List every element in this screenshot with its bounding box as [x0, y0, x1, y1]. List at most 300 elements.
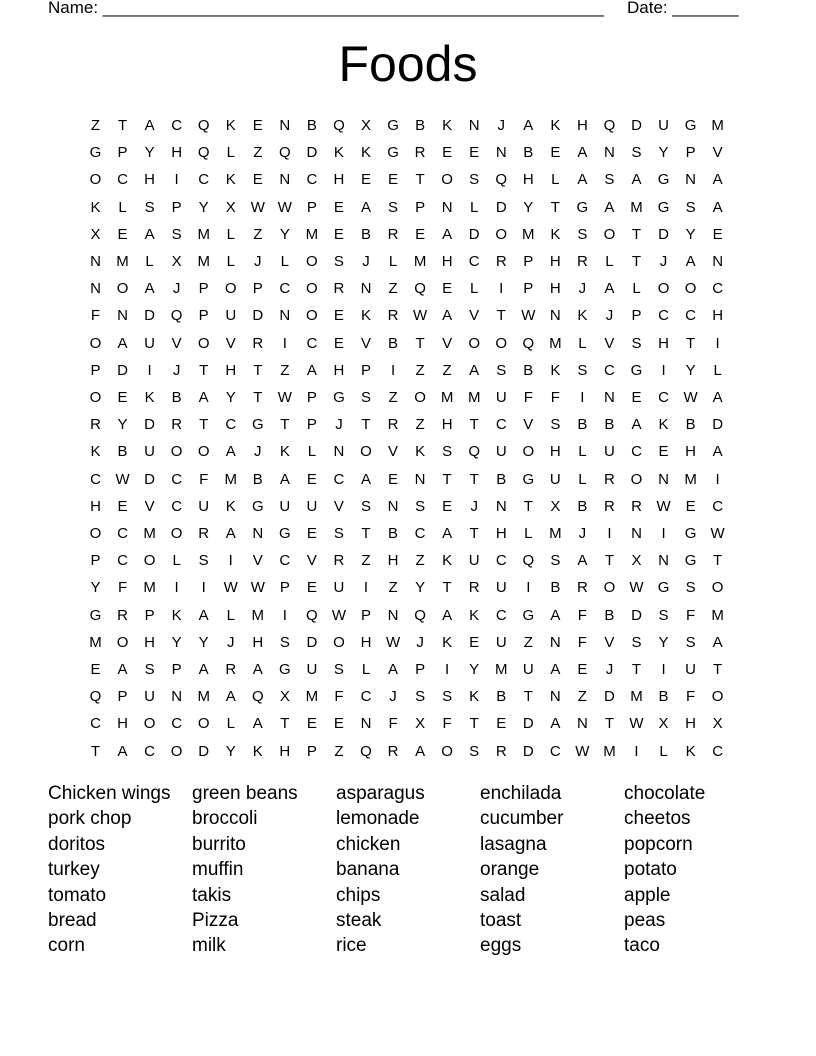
- grid-letter: N: [387, 497, 399, 515]
- grid-letter: S: [577, 361, 588, 379]
- grid-letter: Z: [334, 742, 344, 760]
- grid-letter: H: [144, 633, 156, 651]
- grid-letter: D: [522, 742, 534, 760]
- grid-letter: O: [306, 253, 318, 270]
- grid-letter: M: [630, 198, 643, 216]
- grid-letter: A: [360, 198, 371, 216]
- grid-letter: Y: [198, 633, 209, 651]
- grid-letter: S: [144, 661, 155, 678]
- grid-letter: F: [388, 715, 398, 733]
- grid-letter: B: [577, 497, 588, 515]
- grid-letter: O: [143, 715, 156, 733]
- grid-letter: F: [334, 688, 344, 706]
- grid-letter: M: [684, 470, 697, 488]
- grid-letter: Q: [468, 443, 481, 461]
- grid-letter: Y: [225, 389, 236, 406]
- grid-letter: U: [279, 497, 291, 515]
- grid-letter: A: [306, 361, 317, 379]
- grid-letter: A: [198, 606, 209, 624]
- grid-letter: C: [495, 552, 507, 570]
- grid-letter: S: [550, 552, 561, 570]
- grid-letter: W: [629, 579, 644, 597]
- grid-letter: A: [469, 361, 480, 379]
- grid-letter: N: [252, 525, 264, 542]
- grid-letter: V: [523, 416, 534, 434]
- grid-letter: L: [605, 253, 614, 270]
- grid-letter: A: [225, 525, 236, 542]
- grid-letter: T: [280, 416, 290, 434]
- grid-letter: K: [225, 497, 236, 515]
- grid-letter: Z: [90, 117, 101, 134]
- grid-letter: L: [226, 606, 235, 624]
- grid-letter: S: [333, 661, 344, 678]
- grid-letter: V: [469, 307, 480, 325]
- grid-letter: L: [551, 171, 560, 189]
- grid-letter: K: [90, 443, 101, 461]
- grid-letter: C: [198, 171, 210, 189]
- grid-letter: Z: [388, 280, 398, 298]
- grid-letter: A: [577, 144, 588, 162]
- grid-letter: G: [251, 497, 264, 515]
- grid-letter: A: [225, 443, 236, 461]
- grid-letter: A: [604, 280, 615, 298]
- grid-letter: O: [657, 280, 670, 298]
- grid-letter: B: [415, 117, 426, 134]
- grid-letter: M: [603, 742, 616, 760]
- grid-letter: T: [469, 715, 479, 733]
- word-bank-item: lemonade: [336, 808, 420, 830]
- grid-letter: C: [495, 416, 507, 434]
- grid-letter: R: [576, 579, 588, 597]
- grid-letter: C: [171, 470, 183, 488]
- grid-letter: M: [495, 661, 508, 678]
- grid-letter: T: [361, 525, 371, 542]
- grid-letter: B: [388, 525, 399, 542]
- grid-letter: M: [711, 117, 724, 134]
- grid-letter: I: [661, 661, 666, 678]
- grid-letter: M: [413, 253, 427, 270]
- grid-letter: N: [279, 307, 291, 325]
- word-bank-item: orange: [480, 859, 540, 881]
- grid-letter: G: [522, 470, 535, 488]
- grid-letter: S: [415, 688, 426, 706]
- grid-letter: A: [577, 171, 588, 189]
- grid-letter: W: [385, 633, 401, 651]
- grid-letter: V: [604, 633, 615, 651]
- grid-letter: J: [254, 253, 262, 270]
- grid-letter: H: [441, 416, 453, 434]
- grid-letter: M: [305, 688, 319, 706]
- grid-letter: Z: [253, 144, 263, 162]
- grid-letter: L: [578, 443, 587, 461]
- grid-letter: R: [117, 606, 128, 624]
- grid-letter: P: [171, 198, 182, 216]
- grid-letter: A: [712, 633, 723, 651]
- grid-letter: H: [549, 280, 561, 298]
- grid-letter: E: [117, 389, 128, 406]
- grid-letter: D: [468, 225, 480, 243]
- grid-letter: M: [197, 225, 210, 243]
- grid-letter: S: [171, 225, 182, 243]
- word-bank-item: muffin: [192, 859, 244, 881]
- grid-letter: T: [523, 497, 533, 515]
- grid-letter: O: [170, 443, 183, 461]
- grid-letter: P: [360, 361, 371, 379]
- grid-letter: H: [333, 361, 345, 379]
- grid-letter: H: [495, 525, 507, 542]
- grid-letter: P: [685, 144, 696, 162]
- grid-letter: O: [170, 525, 183, 542]
- grid-letter: A: [252, 661, 263, 678]
- grid-letter: W: [413, 307, 428, 325]
- grid-letter: A: [442, 225, 453, 243]
- grid-letter: G: [576, 198, 589, 216]
- grid-letter: E: [496, 715, 507, 733]
- grid-letter: O: [414, 389, 426, 406]
- grid-letter: M: [224, 470, 237, 488]
- grid-letter: W: [521, 307, 536, 325]
- grid-letter: G: [657, 171, 670, 189]
- grid-letter: Z: [388, 579, 398, 597]
- grid-letter: L: [226, 225, 235, 243]
- grid-letter: C: [117, 552, 128, 570]
- grid-letter: Y: [685, 361, 696, 379]
- grid-letter: E: [333, 225, 344, 243]
- word-bank-item: eggs: [480, 935, 522, 957]
- grid-letter: G: [387, 144, 399, 162]
- grid-letter: R: [387, 742, 399, 760]
- grid-letter: K: [469, 688, 480, 706]
- grid-letter: L: [524, 525, 533, 542]
- word-bank-column: [48, 781, 171, 959]
- grid-letter: P: [415, 661, 426, 678]
- grid-letter: N: [658, 470, 669, 488]
- grid-letter: J: [254, 443, 262, 461]
- grid-letter: O: [522, 443, 535, 461]
- grid-letter: A: [712, 389, 723, 406]
- grid-letter: I: [228, 552, 233, 570]
- grid-letter: K: [144, 389, 155, 406]
- grid-letter: Q: [360, 742, 372, 760]
- grid-letter: K: [252, 742, 263, 760]
- grid-letter: M: [630, 688, 643, 706]
- grid-letter: A: [279, 470, 290, 488]
- grid-letter: E: [333, 334, 344, 352]
- grid-letter: G: [251, 416, 264, 434]
- grid-letter: W: [331, 606, 347, 624]
- grid-letter: S: [685, 198, 696, 216]
- grid-letter: Q: [522, 334, 535, 352]
- grid-letter: P: [306, 416, 317, 434]
- grid-letter: W: [575, 742, 590, 760]
- grid-letter: A: [550, 606, 561, 624]
- grid-letter: E: [306, 470, 317, 488]
- grid-letter: X: [360, 117, 371, 134]
- grid-letter: T: [415, 334, 425, 352]
- grid-letter: B: [685, 416, 696, 434]
- grid-letter: T: [90, 742, 101, 760]
- grid-letter: P: [90, 552, 101, 570]
- grid-letter: Q: [306, 606, 318, 624]
- grid-letter: K: [279, 443, 290, 461]
- grid-letter: E: [577, 661, 588, 678]
- grid-letter: C: [712, 497, 724, 515]
- grid-letter: B: [604, 606, 615, 624]
- grid-letter: R: [387, 225, 399, 243]
- grid-letter: I: [607, 525, 612, 542]
- grid-letter: J: [335, 416, 343, 434]
- grid-letter: T: [361, 416, 371, 434]
- grid-letter: X: [171, 253, 182, 270]
- grid-letter: W: [115, 470, 130, 488]
- grid-letter: N: [549, 307, 561, 325]
- grid-letter: L: [226, 715, 235, 733]
- grid-letter: G: [333, 389, 345, 406]
- grid-letter: Z: [361, 552, 371, 570]
- grid-letter: R: [225, 661, 237, 678]
- grid-letter: E: [550, 144, 561, 162]
- grid-letter: B: [523, 361, 534, 379]
- grid-letter: N: [604, 144, 615, 162]
- grid-letter: I: [174, 171, 179, 189]
- grid-letter: K: [442, 633, 453, 651]
- grid-letter: B: [523, 144, 534, 162]
- grid-letter: T: [199, 361, 209, 379]
- grid-letter: A: [577, 552, 588, 570]
- grid-letter: O: [603, 225, 616, 243]
- grid-letter: L: [632, 280, 641, 298]
- grid-letter: L: [307, 443, 317, 461]
- grid-letter: S: [333, 253, 344, 270]
- grid-letter: Y: [225, 742, 236, 760]
- grid-letter: S: [658, 606, 669, 624]
- grid-letter: M: [522, 225, 535, 243]
- grid-letter: Z: [523, 633, 533, 651]
- grid-letter: U: [144, 443, 156, 461]
- grid-letter: L: [578, 334, 587, 352]
- grid-letter: E: [90, 661, 101, 678]
- grid-letter: K: [442, 552, 453, 570]
- grid-letter: E: [306, 525, 317, 542]
- grid-letter: P: [631, 307, 642, 325]
- grid-letter: W: [683, 389, 698, 406]
- grid-letter: Q: [603, 117, 616, 134]
- grid-letter: B: [604, 416, 615, 434]
- grid-letter: C: [117, 525, 128, 542]
- grid-letter: W: [629, 715, 644, 733]
- grid-letter: C: [279, 280, 291, 298]
- grid-letter: M: [549, 525, 562, 542]
- grid-letter: B: [171, 389, 182, 406]
- grid-letter: O: [89, 525, 102, 542]
- grid-letter: T: [550, 198, 560, 216]
- grid-letter: R: [387, 416, 399, 434]
- grid-letter: H: [549, 443, 561, 461]
- grid-letter: D: [631, 606, 642, 624]
- grid-letter: C: [414, 525, 426, 542]
- grid-letter: Y: [198, 198, 209, 216]
- grid-letter: T: [686, 334, 696, 352]
- word-bank-item: popcorn: [624, 833, 693, 855]
- grid-letter: H: [225, 361, 237, 379]
- grid-letter: O: [197, 443, 210, 461]
- grid-letter: R: [495, 253, 507, 270]
- grid-letter: A: [631, 171, 642, 189]
- grid-letter: P: [360, 606, 371, 624]
- grid-letter: B: [496, 470, 507, 488]
- grid-letter: W: [710, 525, 725, 542]
- grid-letter: T: [442, 579, 452, 597]
- grid-letter: I: [661, 525, 666, 542]
- grid-letter: Q: [522, 552, 535, 570]
- grid-letter: R: [576, 253, 588, 270]
- grid-letter: C: [279, 552, 291, 570]
- grid-letter: I: [661, 361, 666, 379]
- grid-letter: R: [333, 552, 345, 570]
- grid-letter: M: [89, 633, 102, 651]
- grid-letter: U: [549, 470, 561, 488]
- grid-letter: Q: [251, 688, 264, 706]
- grid-letter: V: [712, 144, 723, 162]
- grid-letter: V: [388, 443, 399, 461]
- grid-letter: J: [416, 633, 424, 651]
- grid-letter: I: [201, 579, 206, 597]
- grid-letter: D: [306, 633, 318, 651]
- grid-letter: H: [90, 497, 101, 515]
- grid-letter: K: [685, 742, 696, 760]
- grid-letter: R: [252, 334, 264, 352]
- grid-letter: N: [90, 280, 101, 298]
- grid-letter: R: [90, 416, 101, 434]
- grid-letter: T: [469, 416, 479, 434]
- grid-letter: D: [144, 307, 156, 325]
- grid-letter: F: [523, 389, 533, 406]
- grid-letter: L: [118, 198, 127, 216]
- grid-letter: P: [523, 253, 534, 270]
- grid-letter: H: [712, 307, 724, 325]
- grid-letter: I: [715, 470, 720, 488]
- grid-letter: I: [174, 579, 179, 597]
- grid-letter: U: [225, 307, 237, 325]
- grid-letter: O: [170, 742, 183, 760]
- grid-letter: C: [171, 117, 183, 134]
- grid-letter: G: [657, 198, 670, 216]
- grid-letter: H: [360, 633, 372, 651]
- grid-letter: N: [279, 171, 291, 189]
- grid-letter: A: [550, 661, 561, 678]
- grid-letter: K: [360, 307, 371, 325]
- grid-letter: B: [306, 117, 317, 134]
- word-bank-item: enchilada: [480, 783, 562, 804]
- grid-letter: W: [277, 389, 292, 406]
- grid-letter: B: [550, 579, 561, 597]
- grid-letter: K: [333, 144, 344, 162]
- grid-letter: I: [282, 334, 287, 352]
- grid-letter: N: [333, 443, 345, 461]
- grid-letter: A: [712, 443, 723, 461]
- grid-letter: I: [634, 742, 639, 760]
- grid-letter: J: [172, 361, 181, 379]
- grid-letter: O: [197, 334, 210, 352]
- grid-letter: P: [306, 198, 317, 216]
- grid-letter: A: [442, 606, 453, 624]
- grid-letter: P: [306, 742, 317, 760]
- word-bank-item: Pizza: [192, 910, 239, 932]
- grid-letter: R: [604, 497, 615, 515]
- grid-letter: V: [604, 334, 615, 352]
- grid-letter: E: [469, 144, 480, 162]
- grid-letter: E: [685, 497, 696, 515]
- grid-letter: K: [225, 171, 236, 189]
- grid-letter: I: [282, 606, 287, 624]
- grid-letter: H: [441, 253, 453, 270]
- grid-letter: J: [362, 253, 370, 270]
- grid-letter: H: [685, 715, 697, 733]
- grid-letter: O: [684, 280, 697, 298]
- grid-letter: A: [144, 225, 155, 243]
- grid-letter: L: [659, 742, 668, 760]
- grid-letter: K: [225, 117, 236, 134]
- word-bank-item: turkey: [48, 859, 100, 881]
- grid-letter: V: [144, 497, 155, 515]
- word-bank-item: lasagna: [480, 833, 547, 855]
- grid-letter: B: [252, 470, 263, 488]
- grid-letter: O: [116, 633, 129, 651]
- grid-letter: V: [333, 497, 344, 515]
- grid-letter: L: [713, 361, 722, 379]
- grid-letter: A: [442, 525, 453, 542]
- word-bank-item: toast: [480, 910, 522, 932]
- grid-letter: K: [469, 606, 480, 624]
- grid-letter: N: [468, 117, 480, 134]
- grid-letter: J: [470, 497, 478, 515]
- grid-letter: B: [577, 416, 588, 434]
- grid-letter: W: [656, 497, 671, 515]
- grid-letter: Z: [415, 416, 425, 434]
- grid-letter: N: [658, 552, 669, 570]
- grid-letter: V: [252, 552, 263, 570]
- grid-letter: L: [470, 280, 479, 298]
- grid-letter: J: [605, 307, 614, 325]
- grid-letter: D: [144, 416, 156, 434]
- grid-letter: K: [360, 144, 371, 162]
- grid-letter: S: [333, 525, 344, 542]
- grid-letter: S: [415, 497, 426, 515]
- grid-letter: Z: [577, 688, 587, 706]
- word-bank-item: taco: [624, 935, 660, 957]
- word-bank-item: salad: [480, 884, 526, 906]
- name-field-label: Name: _____________________________________________________: [48, 0, 604, 17]
- grid-letter: L: [226, 144, 235, 162]
- grid-letter: P: [279, 579, 290, 597]
- grid-letter: V: [171, 334, 182, 352]
- grid-letter: P: [117, 688, 128, 706]
- word-bank-column: [624, 781, 705, 959]
- word-bank-column: [480, 781, 563, 959]
- grid-letter: K: [658, 416, 669, 434]
- grid-letter: R: [631, 497, 642, 515]
- grid-letter: U: [495, 579, 507, 597]
- grid-letter: Y: [279, 225, 290, 243]
- grid-letter: N: [631, 525, 642, 542]
- grid-letter: N: [360, 715, 372, 733]
- grid-letter: F: [577, 606, 587, 624]
- grid-letter: D: [658, 225, 669, 243]
- grid-letter: H: [387, 552, 399, 570]
- grid-letter: H: [279, 742, 291, 760]
- grid-letter: C: [658, 307, 669, 325]
- grid-letter: R: [468, 579, 480, 597]
